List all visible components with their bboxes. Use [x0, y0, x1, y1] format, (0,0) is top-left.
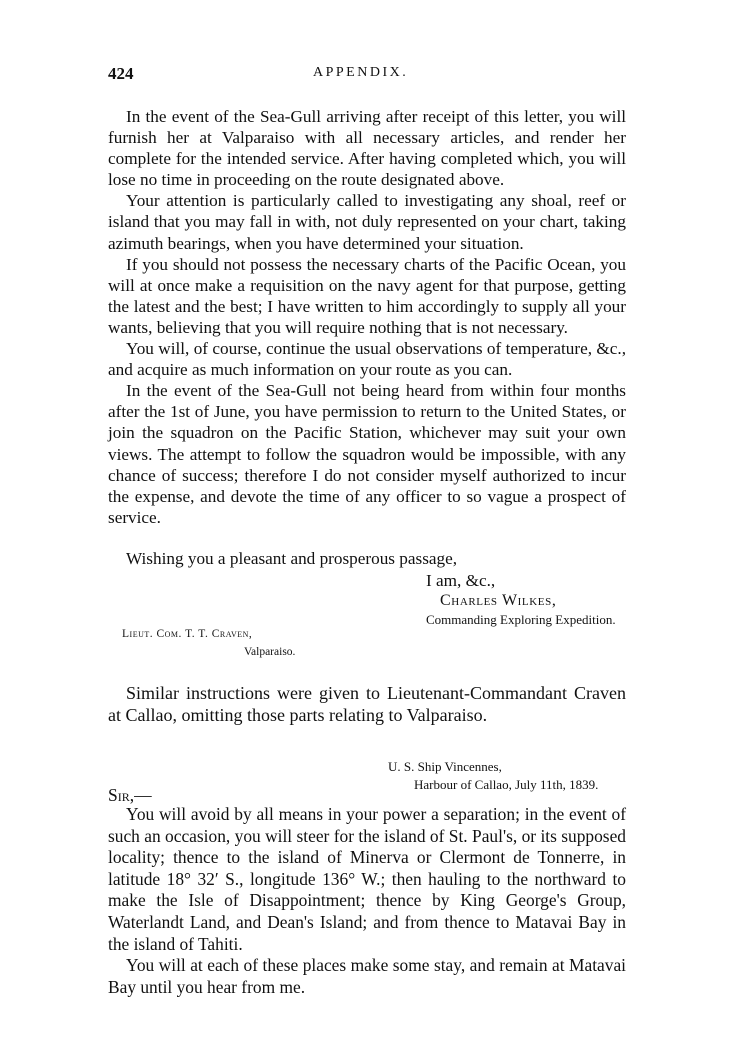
dateline-ship: U. S. Ship Vincennes,: [388, 759, 502, 774]
letter-closing: [108, 549, 628, 629]
salutation: Sir,—: [108, 785, 152, 805]
closing-line: Wishing you a pleasant and prosperous passage,: [126, 549, 458, 568]
paragraph: You will, of course, continue the usual observations of temperature, &c., and acquire as much information on your route as you can.: [108, 339, 626, 380]
page-header: [108, 64, 628, 90]
addressee-name: Lieut. Com. T. T. Craven,: [122, 628, 253, 640]
signature-title: Commanding Exploring Expedition.: [426, 612, 616, 627]
letter-body-2: [108, 804, 626, 998]
addressee: [122, 628, 422, 664]
paragraph: In the event of the Sea-Gull not being heard from within four months after the 1st of June, you have permission to return to the United States, or join the squadron on the Pacific Station, whichever may suit your own views. The attempt to follow the squadron would be impossible, with any chance of success; therefore I do not consider myself authorized to incur the expense, and devote the time of any officer to so vague a prospect of service.: [108, 381, 626, 527]
dateline: [108, 759, 628, 799]
paragraph: In the event of the Sea-Gull arriving after receipt of this letter, you will furnish her at Valparaiso with all necessary articles, and render her complete for the intended service. After having completed which, you will lose no time in proceeding on the route designated above.: [108, 107, 626, 190]
paragraph: Your attention is particularly called to investigating any shoal, reef or island that you may fall in with, not duly represented on your chart, taking azimuth bearings, when you have determined your situation.: [108, 191, 626, 253]
dateline-place-date: Harbour of Callao, July 11th, 1839.: [414, 777, 599, 792]
letter-body: [108, 106, 626, 528]
paragraph: You will at each of these places make some stay, and remain at Matavai Bay until you hear from me.: [108, 955, 626, 997]
valediction: I am, &c.,: [426, 571, 496, 590]
paragraph: You will avoid by all means in your power a separation; in the event of such an occasion, you will steer for the island of St. Paul's, or its supposed locality; thence to the island of Minerva or Clermont de Tonnerre, in latitude 18° 32′ S., longitude 136° W.; then hauling to the northward to make the Isle of Disappointment; thence by King George's Group, Waterlandt Land, and Dean's Island; and from thence to Matavai Bay in the island of Tahiti.: [108, 804, 626, 954]
note-paragraph: Similar instructions were given to Lieutenant-Commandant Craven at Callao, omitting those parts relating to Valparaiso.: [108, 683, 626, 725]
editorial-note: [108, 682, 626, 726]
signature-name: Charles Wilkes,: [440, 592, 557, 609]
running-head: APPENDIX.: [313, 65, 409, 80]
page-number: 424: [108, 64, 134, 83]
addressee-place: Valparaiso.: [244, 646, 296, 658]
paragraph: If you should not possess the necessary charts of the Pacific Ocean, you will at once make a requisition on the navy agent for that purpose, getting the latest and the best; I have written to him accordingly to supply all your wants, believing that you will require nothing that is not necessary.: [108, 254, 626, 337]
